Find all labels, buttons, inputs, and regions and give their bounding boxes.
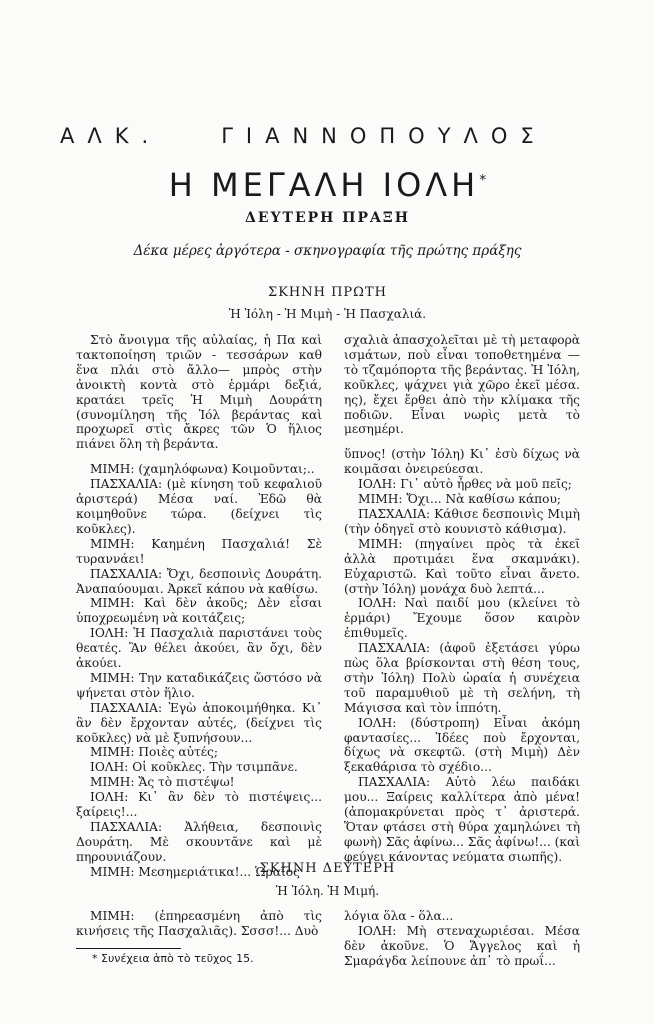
dialogue-line: ΠΑΣΧΑΛΙΑ: Κάθισε δεσποινὶς Μιμὴ (τὴν ὁδηγεῖ στὸ κουνιστὸ κάθισμα). — [344, 506, 580, 536]
scene2-heading: ΣΚΗΝΗ ΔΕΥΤΕΡΗ — [259, 861, 396, 876]
dialogue-line: ΠΑΣΧΑΛΙΑ: Ἀλήθεια, δεσποινὶς Δουράτη. Μὲ σκουντᾶνε καὶ μὲ πηρουνιάζουν. — [76, 820, 322, 864]
dialogue-line: ΙΟΛΗ: Οἱ κοῦκλες. Τὴν τσιμπᾶνε. — [90, 760, 298, 775]
dialogue-line: ΠΑΣΧΑΛΙΑ: (μὲ κίνηση τοῦ κεφαλιοῦ ἀριστερά) Μέσα ναί. Ἐδῶ θὰ κοιμηθοῦνε τώρα. (δείχνει τὶς κοῦκλες). — [76, 477, 322, 536]
act-subtitle: Δέκα μέρες ἀργότερα - σκηνογραφία τῆς πρώτης πράξης — [133, 243, 522, 259]
scene1-heading: ΣΚΗΝΗ ΠΡΩΤΗ — [268, 285, 387, 300]
author-last-name: ΓΙΑΝΝΟΠΟΥΛΟΣ — [221, 124, 547, 148]
dialogue-line: ΠΑΣΧΑΛΙΑ: Αὐτὸ λέω παιδάκι μου... Ξαίρεις καλλίτερα ἀπὸ μένα! (ἀπομακρύνεται πρὸς τ᾿ ἀριστερά. Ὅταν φτάσει στὴ θύρα χαμηλώνει τὴ φωνὴ) Σᾶς ἀφίνω... Σᾶς ἀφίνω!... (καὶ φεύγει κάνοντας νεύματα σιωπῆς). — [344, 775, 580, 864]
act-heading: ΔΕΥΤΕΡΗ ΠΡΑΞΗ — [245, 210, 410, 226]
dialogue-line: ΜΙΜΗ: Την καταδικάζεις ὥστόσο νὰ ψήνεται στὸν ἥλιο. — [76, 670, 322, 700]
dialogue-line: ΜΙΜΗ: (πηγαίνει πρὸς τὰ ἐκεῖ ἀλλὰ προτιμάει ἕνα σκαμνάκι). Εὐχαριστῶ. Καὶ τοῦτο εἶναι ἄνετο. (στὴν Ἰόλη) μονάχα δυὸ λεπτά... — [344, 536, 580, 596]
scene2-left-column — [76, 909, 322, 939]
dialogue-line: ΜΙΜΗ: Ὄχι... Νὰ καθίσω κάπου; — [358, 492, 562, 507]
author-first-name: ΑΛΚ. — [60, 124, 162, 148]
author-name — [60, 124, 580, 148]
dialogue-line: ΜΙΜΗ: Καὶ δὲν ἀκοῦς; Δὲν εἶσαι ὑποχρεωμένη νὰ κοιτάζεις; — [76, 596, 322, 626]
dialogue-line: ΜΙΜΗ: (ἐπηρεασμένη ἀπὸ τὶς κινήσεις τῆς Πασχαλιᾶς). Σσσσ!... Δυὸ — [76, 909, 322, 938]
dialogue-line: ΜΙΜΗ: Ἄς τὸ πιστέψω! — [90, 775, 235, 790]
dialogue-line: ΙΟΛΗ: Ἡ Πασχαλιὰ παριστάνει τοὺς θεατές. Ἂν θέλει ἀκούει, ἂν ὄχι, δὲν ἀκούει. — [76, 626, 322, 671]
dialogue-line: ΙΟΛΗ: Ναὶ παιδί μου (κλείνει τὸ ἑρμάρι) Ἔχουμε ὅσον καιρὸν ἐπιθυμεῖς. — [344, 596, 580, 641]
stage-direction: Στὸ ἄνοιγμα τῆς αὐλαίας, ἡ Πα καὶ τακτοποίηση τριῶν - τεσσάρων καθ ἕνα πλάι στὸ ἄλλο— μπρὸς στὴν ἀνοικτὴ κοντὰ στὸ ἑρμάρι δεξιά, κρατάει τρεῖς Ἡ Μιμὴ Δουράτη (συνομίληση τῆς Ἰόλ βεράντας καὶ προχωρεῖ στὶς ἄκρες τῶν Ὁ ἥλιος πιάνει ὅλη τὴ βεράντα. — [76, 333, 322, 452]
dialogue-line: ΙΟΛΗ: (δύστροπη) Εἶναι ἀκόμη φαντασίες... Ἰδέες ποὺ ἔρχονται, δίχως νὰ σκεφτῶ. (στὴ Μιμὴ) Δὲν ξεκαθάρισα τὸ σχέδιο... — [344, 715, 580, 775]
scene2-right-column — [344, 909, 580, 969]
dialogue-line: ΜΙΜΗ: (χαμηλόφωνα) Κοιμοῦνται;.. — [90, 462, 315, 477]
scene1-left-column — [76, 333, 322, 880]
dialogue-line: λόγια ὅλα - ὅλα... — [344, 909, 454, 923]
dialogue-line: ΠΑΣΧΑΛΙΑ: Ὄχι, δεσποινὶς Δουράτη. Ἀναπαύουμαι. Ἀρκεῖ κάπου νὰ καθίσω. — [76, 566, 322, 596]
dialogue-line: ΜΙΜΗ: Μεσημεριάτικα!... Ὡραῖος — [90, 864, 300, 879]
scene1-characters: Ἡ Ἰόλη - Ἡ Μιμὴ - Ἡ Πασχαλιά. — [228, 307, 427, 321]
title-footnote-mark: * — [479, 172, 487, 189]
footnote: * Συνέχεια ἀπὸ τὸ τεῦχος 15. — [92, 952, 254, 965]
dialogue-line: ΠΑΣΧΑΛΙΑ: (ἀφοῦ ἐξετάσει γύρω πὼς ὅλα βρίσκονται στὴ θέση τους, στὴν Ἰόλη) Πολὺ ὡραία ἡ συνέχεια τοῦ παραμυθιοῦ μὲ τὴ σελήνη, τὴ Μάγισσα καὶ τὸν ἱππότη. — [344, 641, 580, 715]
scene1-right-column — [344, 333, 580, 865]
stage-direction: σχαλιὰ ἀπασχολεῖται μὲ τὴ μεταφορὰ ισμάτων, ποὺ εἶναι τοποθετημένα —τὸ τζαμόπορτα τῆς βεράντας. Ἡ Ἰόλη, κοῦκλες, ψάχνει γιὰ χῶρο ἐκεῖ μέσα. ης), ἔχει ἔρθει ἀπὸ τὴν κλίμακα τῆς ποδιῶν. Εἶναι νωρὶς μετὰ τὸ μεσημέρι. — [344, 333, 580, 437]
dialogue-line: ΙΟΛΗ: Γι᾿ αὐτὸ ἦρθες νὰ μοῦ πεῖς; — [358, 477, 572, 492]
dialogue-line: ΜΙΜΗ: Καημένη Πασχαλιά! Σὲ τυραννάει! — [76, 536, 322, 566]
scene2-characters: Ἡ Ἰόλη. Ἡ Μιμή. — [275, 884, 380, 898]
footnote-divider — [76, 948, 181, 949]
dialogue-line: ΙΟΛΗ: Κι᾿ ἂν δὲν τὸ πιστέψεις... ξαίρεις!... — [76, 790, 322, 820]
dialogue-line: ΙΟΛΗ: Μὴ στεναχωριέσαι. Μέσα δὲν ἀκοῦνε. Ὁ Ἄγγελος καὶ ἡ Σμαράγδα λείπουνε ἀπ᾿ τὸ πρωΐ... — [344, 923, 580, 968]
play-title — [0, 166, 655, 204]
dialogue-line: ΜΙΜΗ: Ποιὲς αὐτές; — [90, 745, 218, 760]
dialogue-line: ΠΑΣΧΑΛΙΑ: Ἐγὼ ἀποκοιμήθηκα. Κι᾿ ἂν δὲν ἔρχονταν αὐτές, (δείχνει τὶς κοῦκλες) νὰ μὲ ξυπνήσουν... — [76, 700, 322, 745]
play-title-text: Η ΜΕΓΑΛΗ ΙΟΛΗ — [168, 166, 480, 204]
dialogue-line: ὕπνος! (στὴν Ἰόλη) Κι᾿ ἐσὺ δίχως νὰ κοιμᾶσαι ὀνειρεύεσαι. — [344, 447, 580, 477]
